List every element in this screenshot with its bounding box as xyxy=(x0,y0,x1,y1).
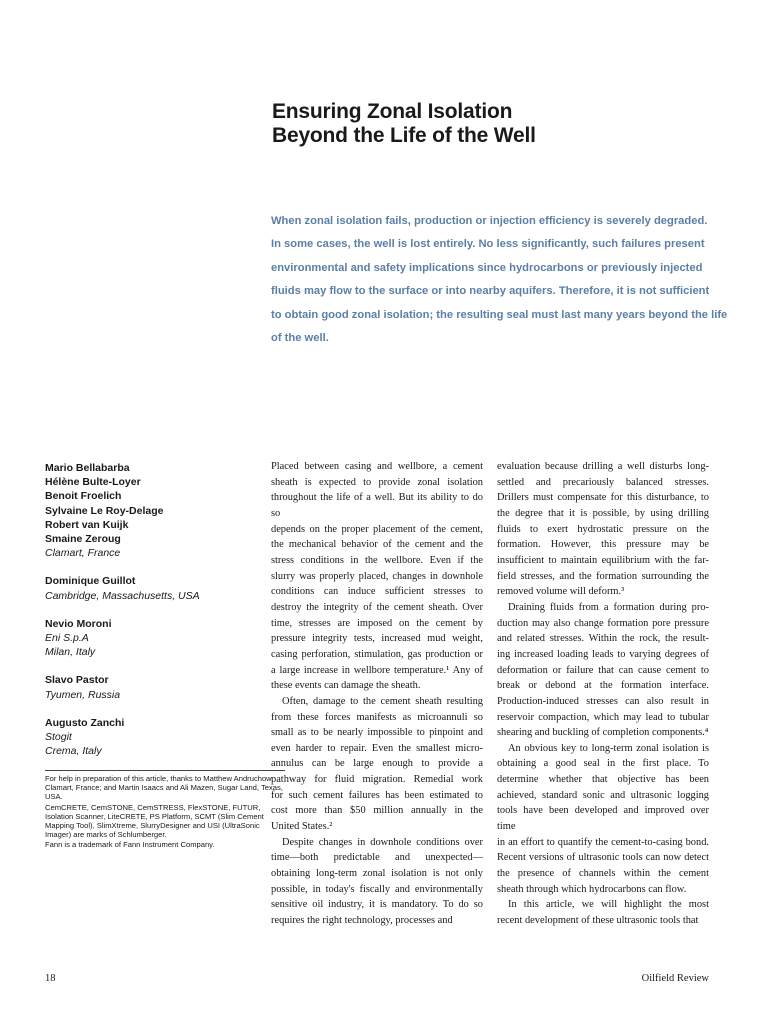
title-line-2: Beyond the Life of the Well xyxy=(272,124,536,147)
body-text-line: break or debond at the formation interface. xyxy=(497,680,709,692)
abstract-line: In some cases, the well is lost entirely. No less significantly, such failures present xyxy=(271,238,705,251)
author-group xyxy=(45,461,255,560)
body-text-line: a large increase in wellbore temperature.¹ Any of xyxy=(271,664,483,676)
body-text-line: cost more than $50 million annually in the xyxy=(271,805,483,817)
body-text-line: pressure integrity tests, increased mud weight, xyxy=(271,633,483,645)
body-text-line: In this article, we will highlight the most xyxy=(508,899,709,911)
body-text-line: stress conditions in the wellbore. Even if the xyxy=(271,554,483,566)
body-text-line: Often, damage to the cement sheath resulting xyxy=(282,695,483,707)
author-affiliation: Clamart, France xyxy=(45,547,121,560)
abstract-line: environmental and safety implications since hydrocarbons or previously injected xyxy=(271,261,703,274)
body-text-line: obtaining long-term zonal isolation is not only xyxy=(271,868,483,880)
note-paragraph: CemCRETE, CemSTONE, CemSTRESS, FlexSTONE, FUTUR, Isolation Scanner, LiteCRETE, PS Platform, SCMT (Slim Cement Mapping Tool), SlimXtreme, SlurryDesigner and USI (UltraSonic Imager) are marks of Schlumberger. xyxy=(45,802,264,840)
body-text-line: fluids to exert hydrostatic pressure on the xyxy=(497,523,709,535)
body-text-line: field stresses, and the formation surrounding the xyxy=(497,570,709,582)
body-text-line: shearing and buckling of completion components.⁴ xyxy=(497,727,709,739)
body-text-line: achieved, standard sonic and ultrasonic logging xyxy=(497,789,709,801)
body-text-line: these events can damage the sheath. xyxy=(271,680,421,692)
body-text-line: United States.² xyxy=(271,821,333,833)
body-text-line: annulus can be large enough to provide a xyxy=(271,758,483,770)
body-text-line: tools have been developed and improved over time xyxy=(497,805,709,833)
body-column-1 xyxy=(271,459,483,929)
body-text-line: from these forces manifests as microannuli so xyxy=(271,711,483,723)
body-text-line: Recent versions of ultrasonic tools can now detect xyxy=(497,852,709,864)
body-text-line: Placed between casing and wellbore, a cement xyxy=(271,461,483,472)
body-text-line: time, stresses are imposed on the cement by xyxy=(271,617,483,629)
page-number: 18 xyxy=(45,973,56,984)
author-name: Robert van Kuijk xyxy=(45,518,129,531)
body-text-line: duction may also change formation pore pressure xyxy=(497,617,709,629)
author-affiliation: Cambridge, Massachusetts, USA xyxy=(45,589,200,602)
body-text-line: and related stresses. Within the rock, the result- xyxy=(497,633,709,645)
author-affiliation: Stogit xyxy=(45,731,72,744)
body-text-line: Production-induced stresses can also result in xyxy=(497,695,709,707)
author-group xyxy=(45,716,255,759)
note-paragraph: Fann is a trademark of Fann Instrument Company. xyxy=(45,840,215,850)
body-text-line: ing increased loading leads to varying degrees of xyxy=(497,648,709,660)
author-name: Augusto Zanchi xyxy=(45,716,125,729)
body-text-line: sheath is expected to provide zonal isolation xyxy=(271,476,483,488)
body-text-line: the presence of channels within the cement xyxy=(497,868,709,880)
acknowledgment-notes xyxy=(45,770,285,851)
body-text-line: casing perforation, stimulation, gas production or xyxy=(271,648,483,660)
body-text-line: requires the right technology, processes and xyxy=(271,915,453,927)
body-text-line: reservoir compaction, which may lead to tubular xyxy=(497,711,709,723)
body-text-line: conditions can induce sufficient stresses to xyxy=(271,586,483,598)
author-group xyxy=(45,617,255,660)
author-name: Mario Bellabarba xyxy=(45,462,130,474)
body-column-2 xyxy=(497,459,709,929)
body-text-line: in an effort to quantify the cement-to-casing bond. xyxy=(497,836,709,848)
body-text-line: pathway for fluid migration. Remedial work xyxy=(271,774,483,786)
author-affiliation: Eni S.p.A xyxy=(45,632,89,645)
body-text-line: An obvious key to long-term zonal isolation is xyxy=(508,742,709,754)
author-name: Benoit Froelich xyxy=(45,490,122,503)
body-text-line: the mechanical behavior of the cement and the xyxy=(271,539,483,551)
body-text-line: Despite changes in downhole conditions over xyxy=(282,836,483,848)
body-text-line: recent development of these ultrasonic tools that xyxy=(497,915,699,927)
body-text-line: formation. However, this pressure may be xyxy=(497,539,709,551)
author-name: Hélène Bulte-Loyer xyxy=(45,476,141,489)
abstract-line: of the well. xyxy=(271,332,329,345)
author-affiliation: Crema, Italy xyxy=(45,745,102,758)
author-name: Slavo Pastor xyxy=(45,674,109,687)
body-text-line: deformation or failure that can cause cement to xyxy=(497,664,709,676)
body-text-line: evaluation because drilling a well disturbs long- xyxy=(497,461,709,472)
body-text-line: obtaining a good seal in the first place. To xyxy=(497,758,709,770)
author-affiliation: Milan, Italy xyxy=(45,646,96,659)
author-list xyxy=(45,461,255,772)
body-text-line: removed volume will deform.³ xyxy=(497,586,625,598)
body-text-line: sensitive oil industry, it is mandatory. To do so xyxy=(271,899,483,911)
article-title xyxy=(272,100,712,148)
body-text-line: even harder to repair. Even the smallest micro- xyxy=(271,742,483,754)
author-affiliation: Tyumen, Russia xyxy=(45,688,121,701)
body-text-line: determine whether that objective has been xyxy=(497,774,709,786)
body-text-line: depends on the proper placement of the cement, xyxy=(271,523,483,535)
body-text-line: slurry was properly placed, changes in downhole xyxy=(271,570,483,582)
body-text-line: small as to be nearly impossible to pinpoint and xyxy=(271,727,483,739)
body-text-line: possible, in today's fiscally and environmentally xyxy=(271,883,483,895)
author-name: Sylvaine Le Roy-Delage xyxy=(45,504,164,517)
note-paragraph: For help in preparation of this article, thanks to Matthew Andruchow, Clamart, France; and Martin Isaacs and Ali Mazen, Sugar Land, Texas, USA. xyxy=(45,774,283,802)
body-text-line: settled and precariously balanced stresses. xyxy=(497,476,709,488)
body-text-line: for such cement failures has been estimated to xyxy=(271,789,483,801)
title-line-1: Ensuring Zonal Isolation xyxy=(272,100,513,123)
abstract-line: When zonal isolation fails, production or injection efficiency is severely degraded. xyxy=(271,215,708,227)
body-text-line: sheath through which hydrocarbons can flow. xyxy=(497,883,687,895)
abstract-line: to obtain good zonal isolation; the resulting seal must last many years beyond the life xyxy=(271,308,728,321)
abstract-line: fluids may flow to the surface or into nearby aquifers. Therefore, it is not sufficient xyxy=(271,285,710,298)
abstract xyxy=(271,210,728,350)
body-text-line: destroy the integrity of the cement sheath. Over xyxy=(271,601,483,613)
author-group xyxy=(45,673,255,701)
author-name: Dominique Guillot xyxy=(45,575,136,588)
author-name: Smaine Zeroug xyxy=(45,533,121,546)
body-text-line: time—both predictable and unexpected— xyxy=(271,852,483,864)
body-text-line: the degree that it is possible, by using drilling xyxy=(497,507,709,519)
body-text-line: insufficient to maintain equilibrium with the far- xyxy=(497,554,709,566)
body-text-line: throughout the life of a well. But its ability to do so xyxy=(271,492,483,519)
publication-name: Oilfield Review xyxy=(641,973,709,984)
author-group xyxy=(45,574,255,602)
body-text-line: Draining fluids from a formation during pro- xyxy=(508,601,709,613)
body-text-line: Drillers must compensate for this disturbance, to xyxy=(497,492,709,504)
author-name: Nevio Moroni xyxy=(45,617,112,630)
